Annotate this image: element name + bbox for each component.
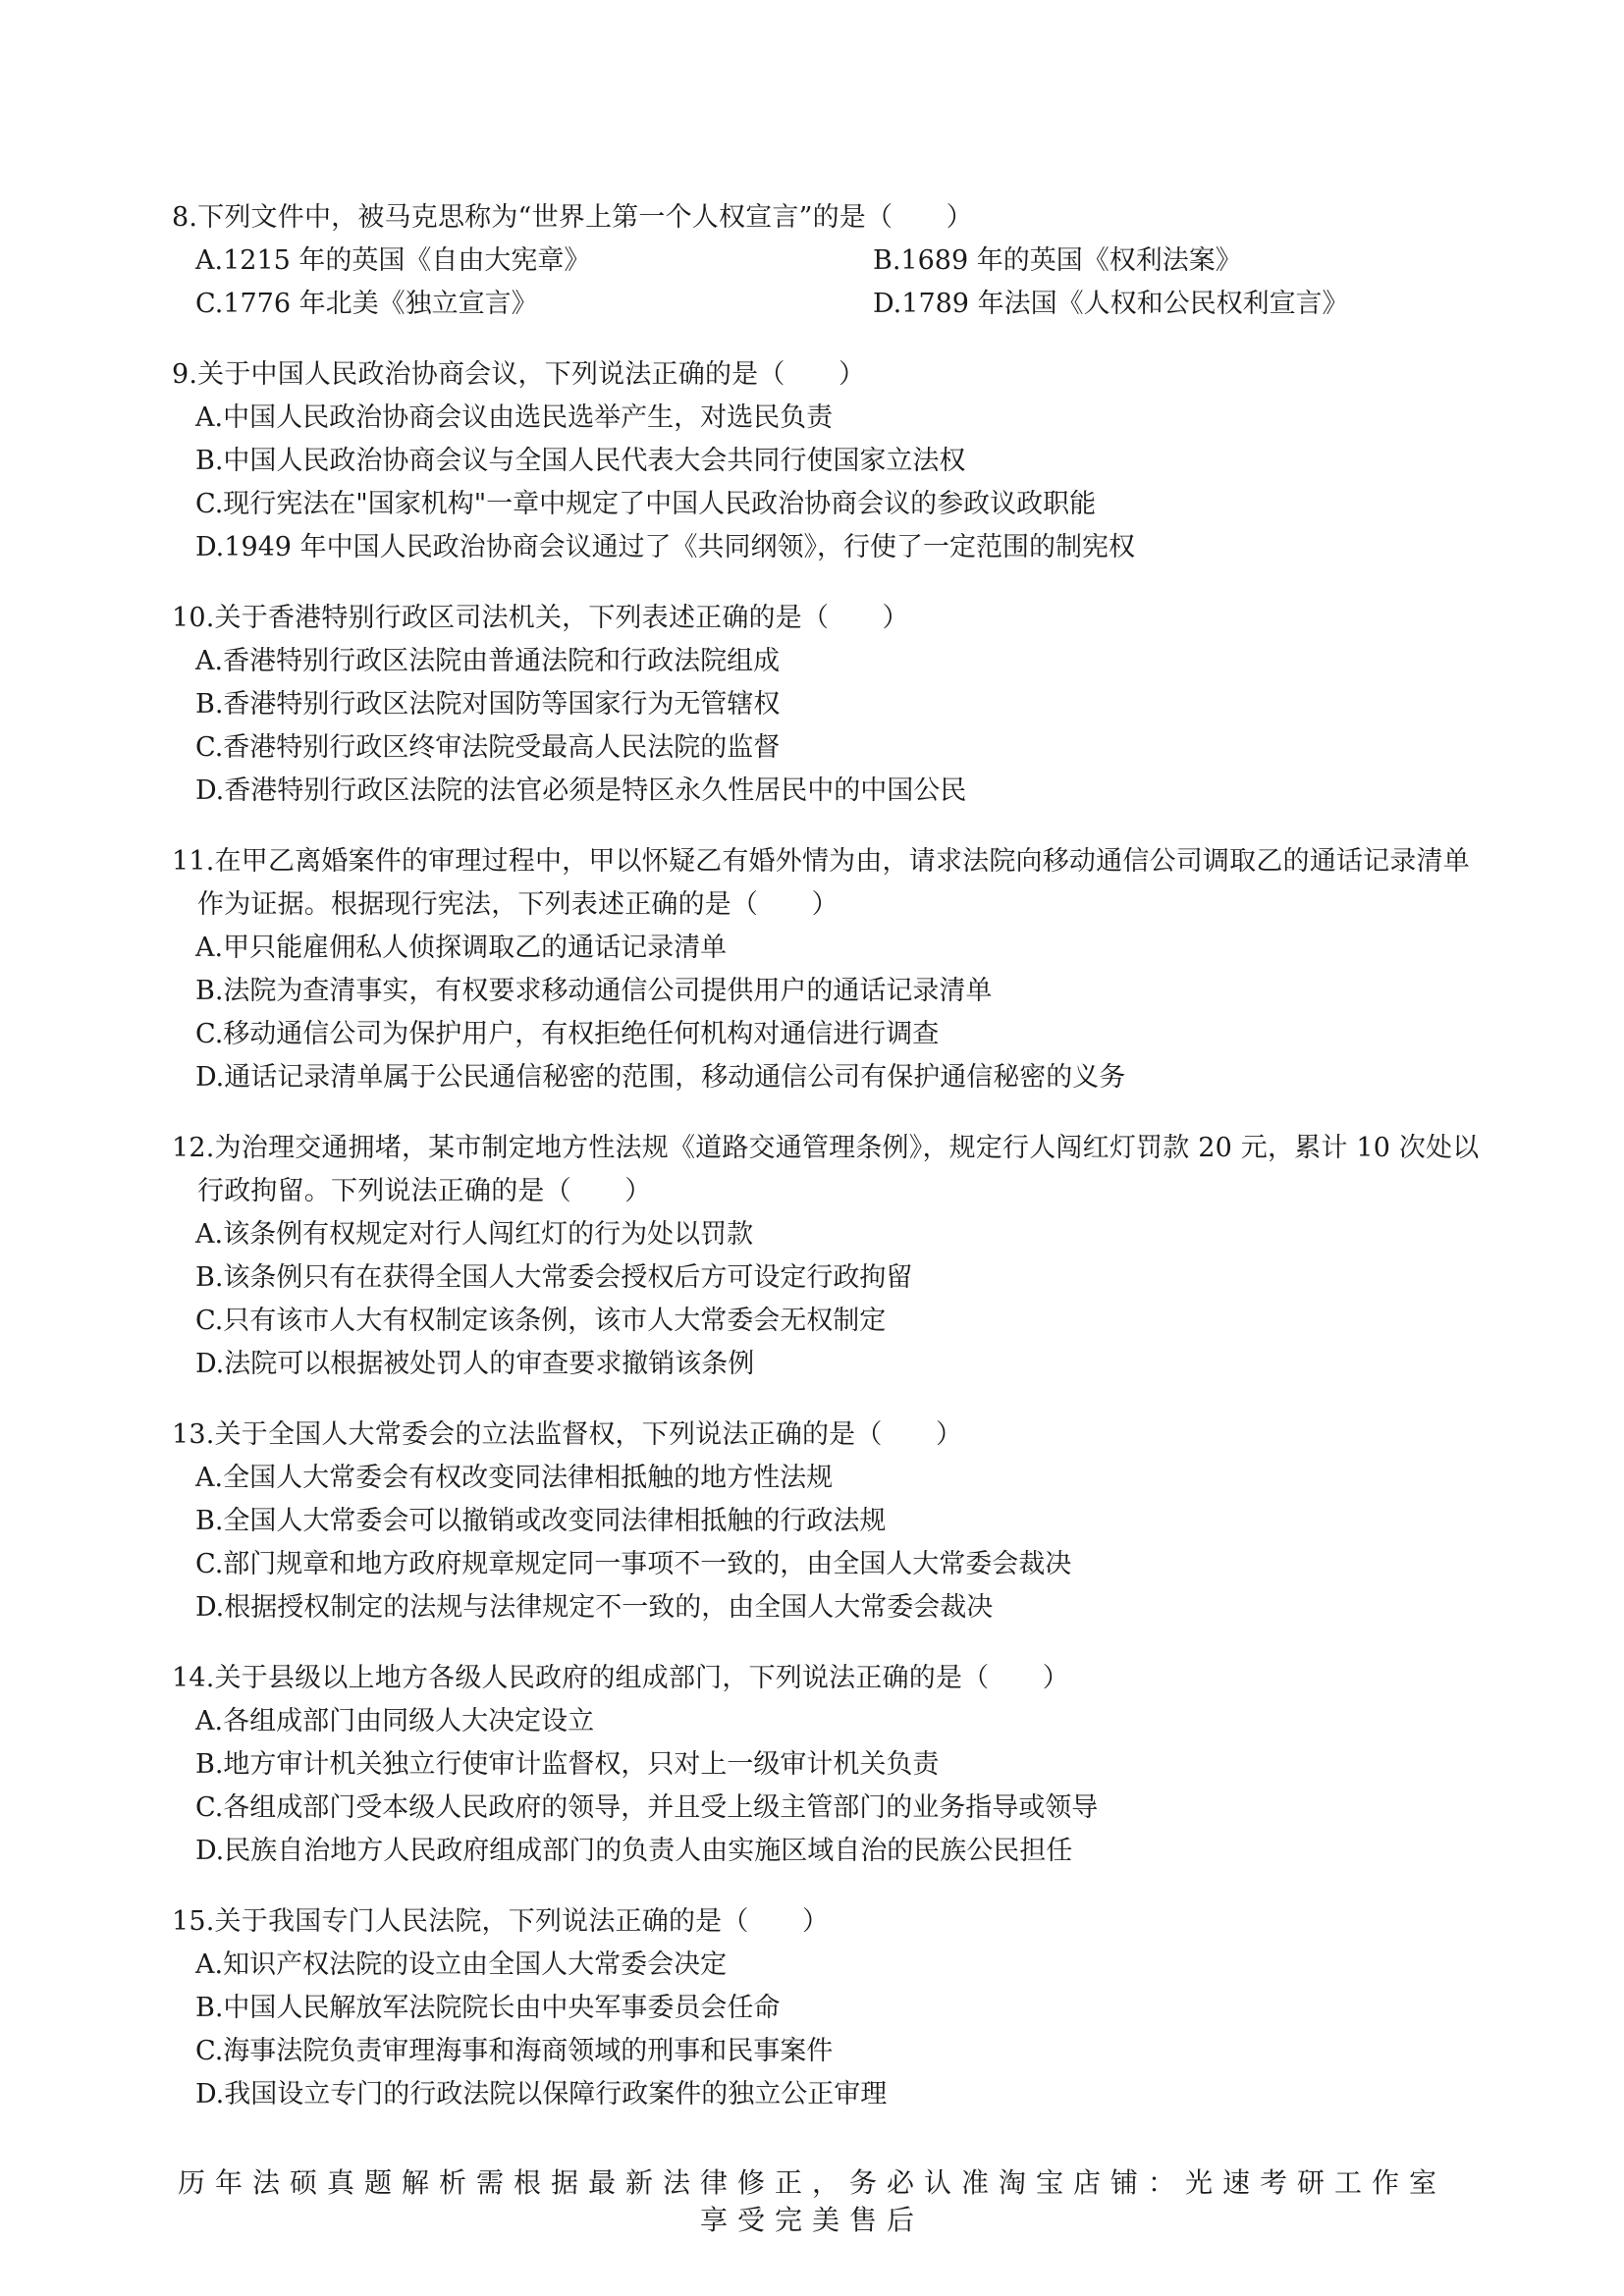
question-stem: 10.关于香港特别行政区司法机关，下列表述正确的是（ ） (172, 603, 909, 633)
option-list (172, 1944, 1488, 2116)
option-a: A.香港特别行政区法院由普通法院和行政法院组成 (195, 646, 781, 676)
option-b: B.中国人民政治协商会议与全国人民代表大会共同行使国家立法权 (195, 446, 966, 476)
option-c: C.现行宪法在"国家机构"一章中规定了中国人民政治协商会议的参政议政职能 (195, 489, 1097, 519)
question-9 (172, 353, 1488, 569)
option-b: B.中国人民解放军法院院长由中央军事委员会任命 (195, 1993, 781, 2023)
option-a: A.1215 年的英国《自由大宪章》 (195, 245, 591, 276)
question-list (172, 196, 1488, 2144)
question-stem: 14.关于县级以上地方各级人民政府的组成部门，下列说法正确的是（ ） (172, 1663, 1069, 1693)
option-list (172, 1457, 1488, 1629)
option-b: B.全国人大常委会可以撤销或改变同法律相抵触的行政法规 (195, 1506, 887, 1536)
option-c: C.移动通信公司为保护用户，有权拒绝任何机构对通信进行调查 (195, 1019, 940, 1049)
option-c: C.只有该市人大有权制定该条例，该市人大常委会无权制定 (195, 1306, 887, 1336)
option-d: D.法院可以根据被处罚人的审查要求撤销该条例 (195, 1349, 755, 1379)
option-d: D.香港特别行政区法院的法官必须是特区永久性居民中的中国公民 (195, 775, 967, 806)
option-b: B.1689 年的英国《权利法案》 (873, 245, 1242, 276)
question-14 (172, 1657, 1488, 1873)
option-d: D.1949 年中国人民政治协商会议通过了《共同纲领》，行使了一定范围的制宪权 (195, 532, 1136, 562)
option-list (172, 397, 1488, 569)
option-a: A.全国人大常委会有权改变同法律相抵触的地方性法规 (195, 1463, 834, 1493)
option-d: D.根据授权制定的法规与法律规定不一致的，由全国人大常委会裁决 (195, 1592, 994, 1623)
question-stem: 9.关于中国人民政治协商会议，下列说法正确的是（ ） (172, 359, 866, 390)
option-c: C.海事法院负责审理海事和海商领域的刑事和民事案件 (195, 2036, 834, 2066)
question-13 (172, 1414, 1488, 1629)
option-d: D.通话记录清单属于公民通信秘密的范围，移动通信公司有保护通信秘密的义务 (195, 1062, 1126, 1093)
question-stem: 8.下列文件中，被马克思称为“世界上第一个人权宣言”的是（ ） (172, 202, 973, 233)
option-list (172, 1213, 1488, 1386)
option-c: C.香港特别行政区终审法院受最高人民法院的监督 (195, 732, 781, 763)
question-stem: 11.在甲乙离婚案件的审理过程中，甲以怀疑乙有婚外情为由，请求法院向移动通信公司调取乙的通话记录清单作为证据。根据现行宪法，下列表述正确的是（ ） (172, 846, 1470, 920)
footer-notice (0, 2164, 1624, 2239)
option-b: B.香港特别行政区法院对国防等国家行为无管辖权 (195, 689, 781, 720)
option-list (172, 240, 1488, 326)
option-a: A.甲只能雇佣私人侦探调取乙的通话记录清单 (195, 933, 728, 963)
option-a: A.中国人民政治协商会议由选民选举产生，对选民负责 (195, 402, 834, 433)
footer-line-2: 享受完美售后 (699, 2204, 924, 2236)
option-a: A.各组成部门由同级人大决定设立 (195, 1706, 595, 1736)
question-15 (172, 1900, 1488, 2116)
option-b: B.该条例只有在获得全国人大常委会授权后方可设定行政拘留 (195, 1262, 913, 1293)
option-d: D.1789 年法国《人权和公民权利宣言》 (873, 289, 1349, 319)
option-list (172, 1700, 1488, 1873)
option-a: A.知识产权法院的设立由全国人大常委会决定 (195, 1949, 728, 1980)
question-stem: 13.关于全国人大常委会的立法监督权，下列说法正确的是（ ） (172, 1419, 963, 1450)
question-stem: 15.关于我国专门人民法院，下列说法正确的是（ ） (172, 1906, 830, 1937)
footer-line-1: 历年法硕真题解析需根据最新法律修正，务必认准淘宝店铺：光速考研工作室 (177, 2166, 1446, 2199)
option-list (172, 640, 1488, 813)
option-b: B.地方审计机关独立行使审计监督权，只对上一级审计机关负责 (195, 1749, 940, 1780)
question-11 (172, 840, 1488, 1099)
option-d: D.我国设立专门的行政法院以保障行政案件的独立公正审理 (195, 2079, 888, 2109)
option-b: B.法院为查清事实，有权要求移动通信公司提供用户的通话记录清单 (195, 976, 993, 1006)
option-c: C.部门规章和地方政府规章规定同一事项不一致的，由全国人大常委会裁决 (195, 1549, 1072, 1579)
question-stem: 12.为治理交通拥堵，某市制定地方性法规《道路交通管理条例》，规定行人闯红灯罚款 20 元，累计 10 次处以行政拘留。下列说法正确的是（ ） (172, 1133, 1480, 1206)
option-c: C.1776 年北美《独立宣言》 (195, 289, 538, 319)
question-10 (172, 597, 1488, 813)
option-list (172, 927, 1488, 1099)
option-d: D.民族自治地方人民政府组成部门的负责人由实施区域自治的民族公民担任 (195, 1836, 1073, 1866)
option-c: C.各组成部门受本级人民政府的领导，并且受上级主管部门的业务指导或领导 (195, 1792, 1099, 1823)
question-8 (172, 196, 1488, 326)
question-12 (172, 1127, 1488, 1386)
option-a: A.该条例有权规定对行人闯红灯的行为处以罚款 (195, 1219, 754, 1250)
